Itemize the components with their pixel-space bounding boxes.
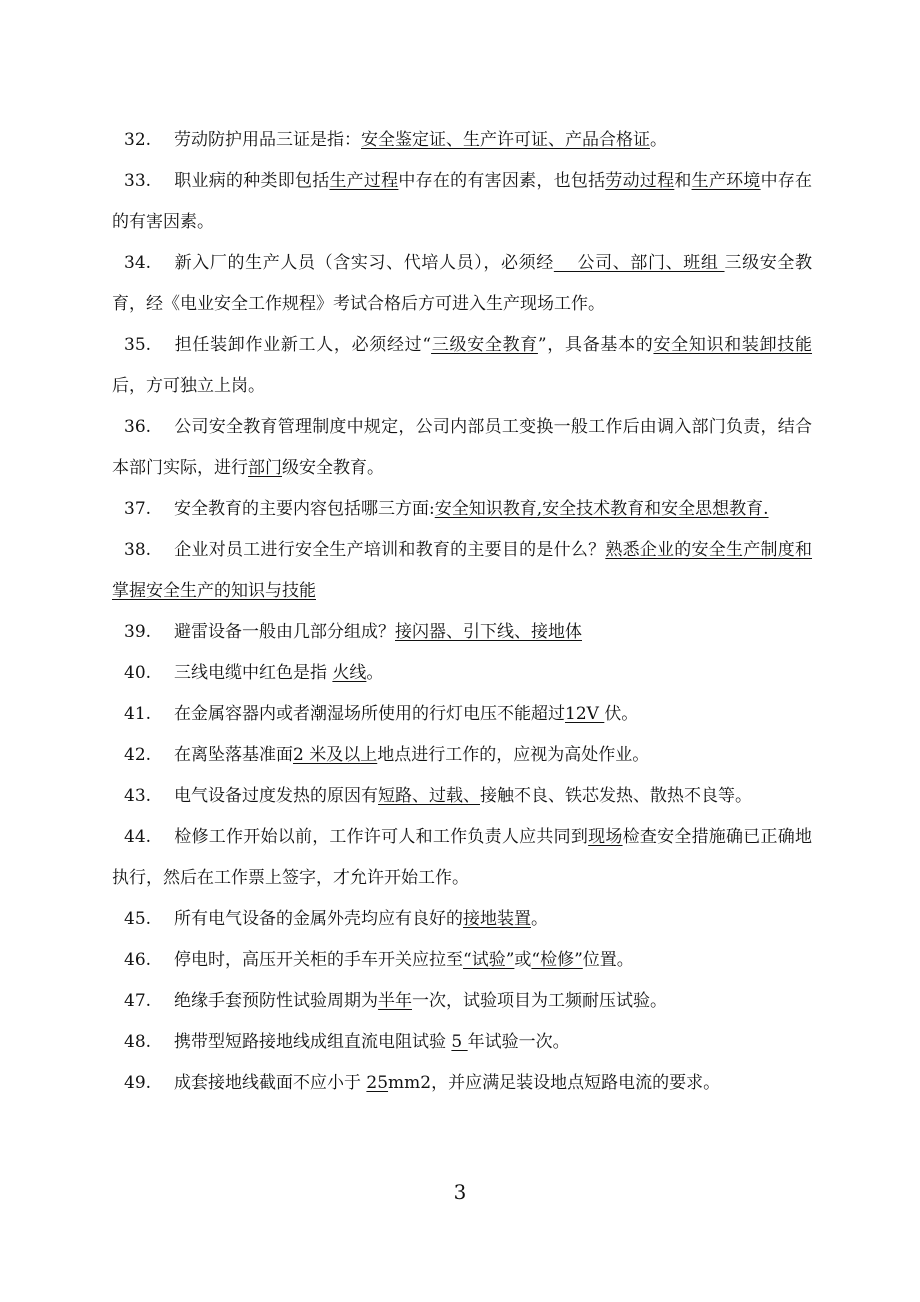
- item-text: 和: [674, 171, 692, 191]
- item-text: 年试验一次。: [467, 1032, 570, 1052]
- answer-text: 接地装置: [463, 909, 531, 929]
- item-number: 49.: [124, 1073, 152, 1093]
- list-item: [112, 653, 812, 694]
- answer-text: 2 米及以上: [293, 745, 378, 765]
- item-text: ”，具备基本的: [537, 335, 654, 355]
- list-item: [112, 940, 812, 981]
- list-item: [112, 612, 812, 653]
- item-number: 48.: [124, 1032, 152, 1052]
- item-text: 地点进行工作的，应视为高处作业。: [377, 745, 650, 765]
- answer-text: 安全知识和装卸技能: [653, 335, 813, 355]
- item-number: 39.: [124, 622, 152, 642]
- answer-text: 12V: [565, 704, 605, 724]
- item-number: 46.: [124, 950, 152, 970]
- list-item: [112, 1063, 812, 1104]
- item-text: 。: [531, 909, 548, 929]
- item-text: 电气设备过度发热的原因有: [174, 786, 378, 806]
- list-item: [112, 981, 812, 1022]
- item-text: 在离坠落基准面: [174, 745, 293, 765]
- answer-text: “试验”: [463, 950, 515, 970]
- item-number: 41.: [124, 704, 152, 724]
- answer-text: 现场: [588, 827, 623, 847]
- item-text: 中存在的有害因素。: [112, 171, 813, 232]
- answer-text: 接闪器、引下线、接地体: [395, 622, 582, 642]
- item-number: 35.: [124, 335, 152, 355]
- item-number: 42.: [124, 745, 152, 765]
- list-item: [112, 530, 812, 612]
- page-number: 3: [453, 1180, 467, 1204]
- list-item: [112, 489, 812, 530]
- answer-text: 短路、过载、: [378, 786, 480, 806]
- list-item: [112, 243, 812, 325]
- item-text: 职业病的种类即包括: [174, 171, 330, 191]
- item-number: 38.: [124, 540, 152, 560]
- answer-text: 25: [366, 1073, 389, 1093]
- item-number: 40.: [124, 663, 152, 683]
- answer-text: 5: [451, 1032, 468, 1052]
- item-text: 检查安全措施确已正确地执行，然后在工作票上签字，才允许开始工作。: [112, 827, 813, 888]
- list-item: [112, 120, 812, 161]
- answer-text: 生产环境: [691, 171, 761, 191]
- answer-text: 安全知识教育,安全技术教育和安全思想教育.: [434, 499, 769, 519]
- item-text: 伏。: [604, 704, 639, 724]
- list-item: [112, 407, 812, 489]
- answer-text: 劳动过程: [605, 171, 675, 191]
- item-text: 企业对员工进行安全生产培训和教育的主要目的是什么？: [174, 540, 606, 560]
- answer-text: 半年: [378, 991, 412, 1011]
- item-text: 公司安全教育管理制度中规定，公司内部员工变换一般工作后由调入部门负责，结合本部门实际，进行: [112, 417, 812, 478]
- item-text: 级安全教育。: [282, 458, 384, 478]
- item-text: 后，方可独立上岗。: [112, 376, 265, 396]
- item-number: 33.: [124, 171, 152, 191]
- item-text: 成套接地线截面不应小于: [174, 1073, 367, 1093]
- list-item: [112, 817, 812, 899]
- list-item: [112, 325, 812, 407]
- list-item: [112, 776, 812, 817]
- item-text: 绝缘手套预防性试验周期为: [174, 991, 378, 1011]
- list-item: [112, 1022, 812, 1063]
- list-item: [112, 899, 812, 940]
- item-text: 停电时，高压开关柜的手车开关应拉至: [174, 950, 463, 970]
- item-text: 接触不良、铁芯发热、散热不良等。: [480, 786, 752, 806]
- item-text: 劳动防护用品三证是指：: [174, 130, 361, 150]
- item-number: 43.: [124, 786, 152, 806]
- item-text: 检修工作开始以前，工作许可人和工作负责人应共同到: [174, 827, 589, 847]
- item-text: 担任装卸作业新工人，必须经过“: [174, 335, 432, 355]
- item-text: 在金属容器内或者潮湿场所使用的行灯电压不能超过: [174, 704, 565, 724]
- item-number: 45.: [124, 909, 152, 929]
- answer-text: 熟悉企业的安全生产制度和掌握安全生产的知识与技能: [112, 540, 813, 601]
- list-item: [112, 694, 812, 735]
- item-number: 44.: [124, 827, 152, 847]
- item-text: 一次，试验项目为工频耐压试验。: [412, 991, 667, 1011]
- item-text: 新入厂的生产人员（含实习、代培人员），必须经: [174, 253, 554, 273]
- answer-text: “检修”: [531, 950, 583, 970]
- item-text: 所有电气设备的金属外壳均应有良好的: [174, 909, 463, 929]
- answer-text: 火线: [332, 663, 367, 683]
- item-text: mm2，并应满足装设地点短路电流的要求。: [388, 1073, 721, 1093]
- answer-text: 部门: [248, 458, 282, 478]
- item-number: 37.: [124, 499, 152, 519]
- item-text: 。: [650, 130, 667, 150]
- answer-text: 公司、部门、班组: [553, 253, 725, 273]
- item-text: 。: [366, 663, 384, 683]
- item-text: 携带型短路接地线成组直流电阻试验: [174, 1032, 452, 1052]
- question-list: [112, 120, 812, 1104]
- item-text: 避雷设备一般由几部分组成？: [174, 622, 395, 642]
- item-number: 32.: [124, 130, 152, 150]
- item-text: 中存在的有害因素，也包括: [398, 171, 606, 191]
- item-text: 安全教育的主要内容包括哪三方面:: [174, 499, 435, 519]
- item-text: 三级安全教育，经《电业安全工作规程》考试合格后方可进入生产现场工作。: [112, 253, 813, 314]
- item-text: 位置。: [582, 950, 634, 970]
- answer-text: 三级安全教育: [431, 335, 538, 355]
- list-item: [112, 735, 812, 776]
- item-number: 47.: [124, 991, 152, 1011]
- list-item: [112, 161, 812, 243]
- item-number: 34.: [124, 253, 152, 273]
- item-text: 三线电缆中红色是指: [174, 663, 333, 683]
- answer-text: 安全鉴定证、生产许可证、产品合格证: [361, 130, 650, 150]
- item-text: 或: [514, 950, 532, 970]
- item-number: 36.: [124, 417, 152, 437]
- answer-text: 生产过程: [329, 171, 399, 191]
